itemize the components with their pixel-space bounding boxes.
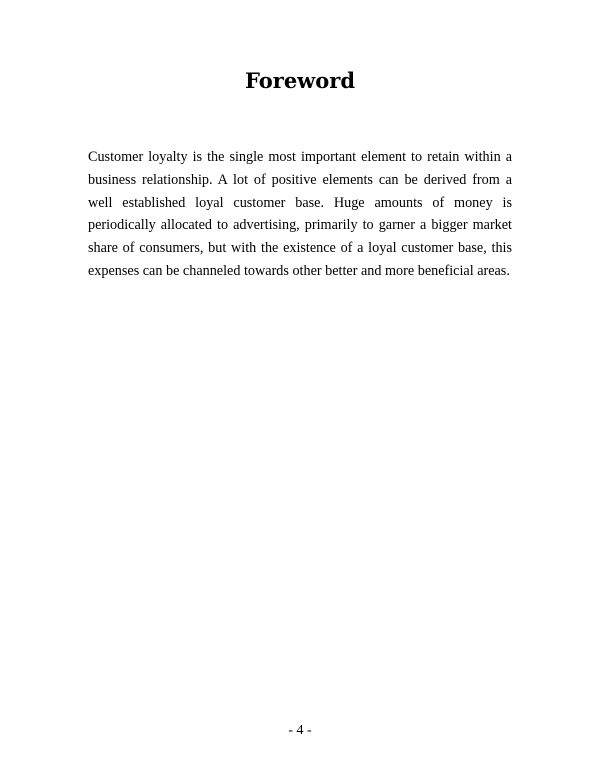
body-paragraph: Customer loyalty is the single most important element to retain within a business relationship. A lot of positive elements can be derived from a well established loyal customer base. Huge amounts of money is periodically allocated to advertising, primarily to garner a bigger market share of consumers, but with the existence of a loyal customer base, this expenses can be channeled towards other better and more beneficial areas. — [88, 149, 512, 279]
page-title: Foreword — [244, 68, 356, 93]
page-number: - 4 - — [288, 723, 312, 738]
